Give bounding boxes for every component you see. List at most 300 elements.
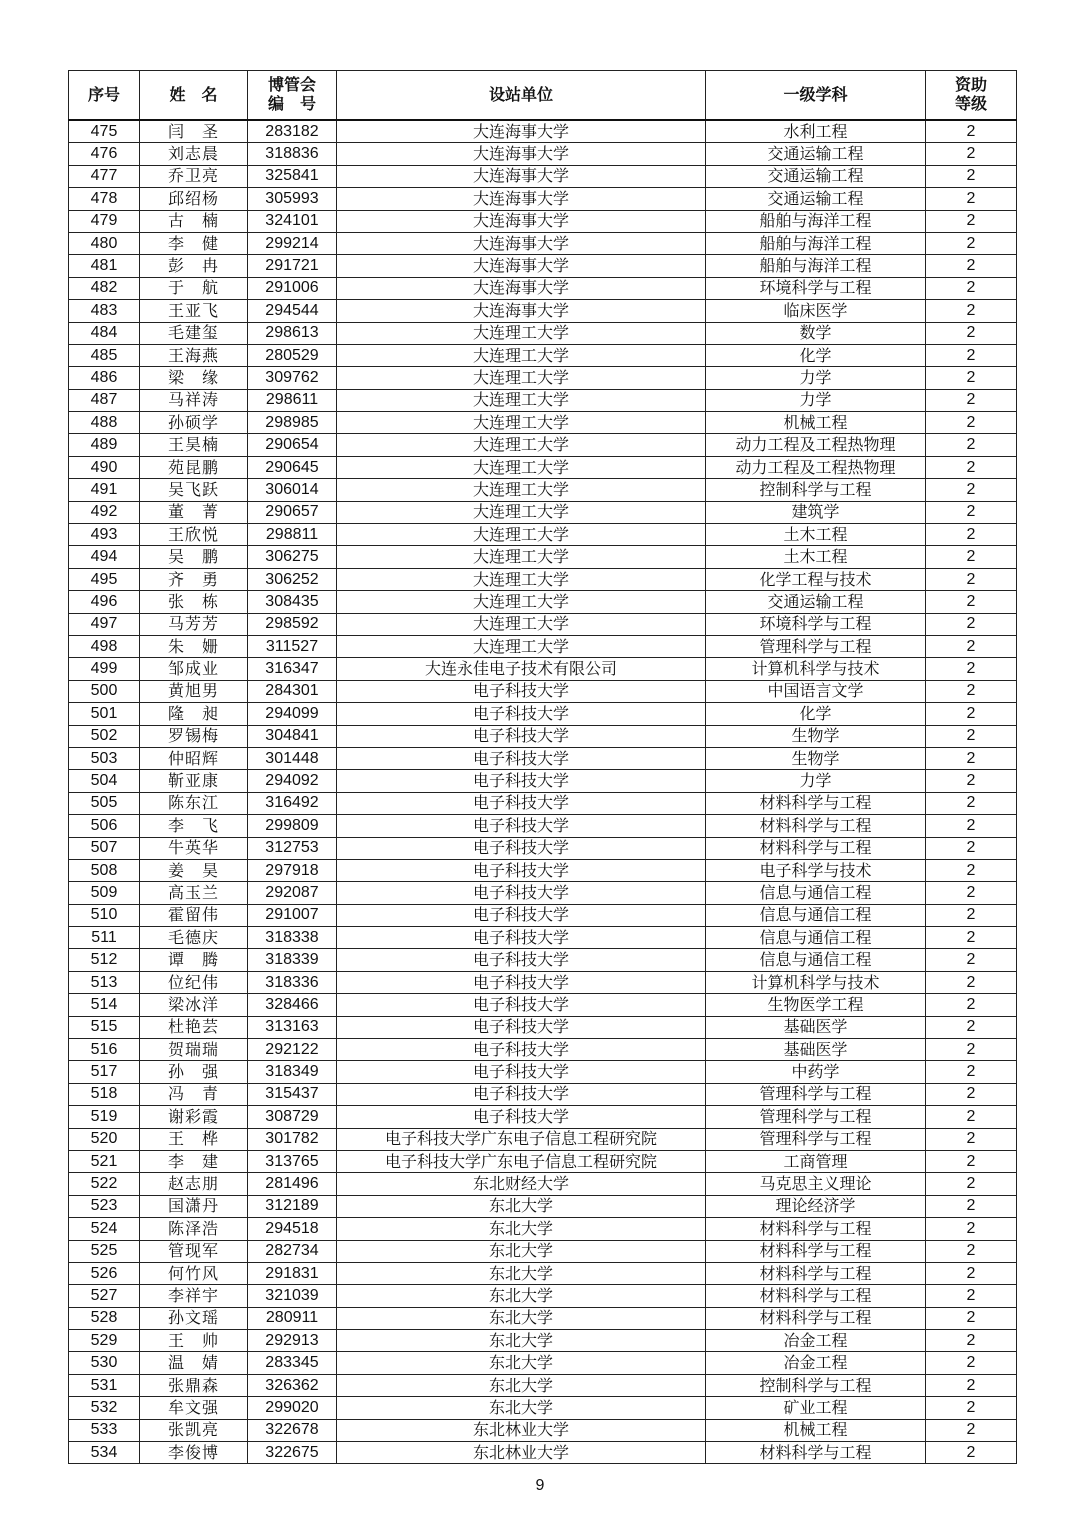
- table-row: [69, 1083, 1017, 1105]
- name-cell: 冯 青: [140, 1083, 248, 1105]
- id-cell: 280529: [248, 344, 337, 366]
- col-header-id-line2: 编 号: [267, 96, 316, 113]
- seq-cell: 507: [69, 837, 140, 859]
- name-cell: 乔卫亮: [140, 165, 248, 187]
- table-row: [69, 434, 1017, 456]
- grade-cell: 2: [926, 300, 1017, 322]
- name-cell: 贺瑞瑞: [140, 1039, 248, 1061]
- discipline-cell: 机械工程: [706, 1419, 926, 1441]
- table-row: [69, 613, 1017, 635]
- id-cell: 290657: [248, 501, 337, 523]
- discipline-cell: 生物医学工程: [706, 994, 926, 1016]
- table-row: [69, 412, 1017, 434]
- name-cell: 王 帅: [140, 1330, 248, 1352]
- grade-cell: 2: [926, 501, 1017, 523]
- table-row: [69, 703, 1017, 725]
- id-cell: 297918: [248, 859, 337, 881]
- table-row: [69, 591, 1017, 613]
- table-row: [69, 120, 1017, 143]
- id-cell: 299214: [248, 232, 337, 254]
- id-cell: 318349: [248, 1061, 337, 1083]
- table-row: [69, 1285, 1017, 1307]
- grade-cell: 2: [926, 1128, 1017, 1150]
- grade-cell: 2: [926, 1195, 1017, 1217]
- table-row: [69, 1330, 1017, 1352]
- name-cell: 李 健: [140, 232, 248, 254]
- unit-cell: 大连理工大学: [337, 568, 706, 590]
- unit-cell: 电子科技大学: [337, 1039, 706, 1061]
- table-row: [69, 949, 1017, 971]
- discipline-cell: 材料科学与工程: [706, 1262, 926, 1284]
- discipline-cell: 材料科学与工程: [706, 1442, 926, 1464]
- postdoc-funding-table: [68, 70, 1017, 1464]
- discipline-cell: 计算机科学与技术: [706, 658, 926, 680]
- name-cell: 位纪伟: [140, 971, 248, 993]
- table-row: [69, 859, 1017, 881]
- table-row: [69, 658, 1017, 680]
- table-row: [69, 501, 1017, 523]
- grade-cell: 2: [926, 232, 1017, 254]
- discipline-cell: 管理科学与工程: [706, 635, 926, 657]
- seq-cell: 475: [69, 120, 140, 143]
- grade-cell: 2: [926, 994, 1017, 1016]
- name-cell: 梁冰洋: [140, 994, 248, 1016]
- discipline-cell: 管理科学与工程: [706, 1083, 926, 1105]
- id-cell: 313765: [248, 1150, 337, 1172]
- unit-cell: 电子科技大学: [337, 994, 706, 1016]
- name-cell: 谢彩霞: [140, 1106, 248, 1128]
- name-cell: 于 航: [140, 277, 248, 299]
- seq-cell: 498: [69, 635, 140, 657]
- seq-cell: 508: [69, 859, 140, 881]
- seq-cell: 517: [69, 1061, 140, 1083]
- id-cell: 301448: [248, 747, 337, 769]
- grade-cell: 2: [926, 927, 1017, 949]
- id-cell: 290645: [248, 456, 337, 478]
- grade-cell: 2: [926, 1173, 1017, 1195]
- grade-cell: 2: [926, 1419, 1017, 1441]
- unit-cell: 电子科技大学: [337, 927, 706, 949]
- discipline-cell: 材料科学与工程: [706, 1218, 926, 1240]
- seq-cell: 489: [69, 434, 140, 456]
- col-header-seq: 序号: [69, 71, 140, 121]
- seq-cell: 514: [69, 994, 140, 1016]
- discipline-cell: 材料科学与工程: [706, 1285, 926, 1307]
- discipline-cell: 机械工程: [706, 412, 926, 434]
- name-cell: 邹成业: [140, 658, 248, 680]
- id-cell: 312189: [248, 1195, 337, 1217]
- discipline-cell: 力学: [706, 367, 926, 389]
- discipline-cell: 环境科学与工程: [706, 277, 926, 299]
- unit-cell: 大连理工大学: [337, 344, 706, 366]
- col-header-grade: [926, 71, 1017, 121]
- seq-cell: 532: [69, 1397, 140, 1419]
- grade-cell: 2: [926, 546, 1017, 568]
- seq-cell: 504: [69, 770, 140, 792]
- discipline-cell: 生物学: [706, 725, 926, 747]
- id-cell: 290654: [248, 434, 337, 456]
- id-cell: 316347: [248, 658, 337, 680]
- name-cell: 仲昭辉: [140, 747, 248, 769]
- discipline-cell: 中国语言文学: [706, 680, 926, 702]
- name-cell: 孙 强: [140, 1061, 248, 1083]
- seq-cell: 505: [69, 792, 140, 814]
- id-cell: 298811: [248, 524, 337, 546]
- name-cell: 陈东江: [140, 792, 248, 814]
- table-row: [69, 1218, 1017, 1240]
- name-cell: 朱 姗: [140, 635, 248, 657]
- seq-cell: 506: [69, 815, 140, 837]
- seq-cell: 477: [69, 165, 140, 187]
- seq-cell: 520: [69, 1128, 140, 1150]
- seq-cell: 516: [69, 1039, 140, 1061]
- table-row: [69, 1173, 1017, 1195]
- seq-cell: 478: [69, 188, 140, 210]
- seq-cell: 480: [69, 232, 140, 254]
- discipline-cell: 材料科学与工程: [706, 1240, 926, 1262]
- grade-cell: 2: [926, 747, 1017, 769]
- unit-cell: 东北大学: [337, 1195, 706, 1217]
- grade-cell: 2: [926, 792, 1017, 814]
- grade-cell: 2: [926, 367, 1017, 389]
- unit-cell: 大连理工大学: [337, 613, 706, 635]
- unit-cell: 大连海事大学: [337, 255, 706, 277]
- seq-cell: 526: [69, 1262, 140, 1284]
- col-header-grade-line2: 等级: [954, 96, 987, 113]
- grade-cell: 2: [926, 703, 1017, 725]
- unit-cell: 大连理工大学: [337, 479, 706, 501]
- table-row: [69, 1374, 1017, 1396]
- grade-cell: 2: [926, 837, 1017, 859]
- grade-cell: 2: [926, 1039, 1017, 1061]
- id-cell: 294518: [248, 1218, 337, 1240]
- unit-cell: 东北林业大学: [337, 1442, 706, 1464]
- id-cell: 291721: [248, 255, 337, 277]
- discipline-cell: 材料科学与工程: [706, 815, 926, 837]
- id-cell: 328466: [248, 994, 337, 1016]
- name-cell: 马祥涛: [140, 389, 248, 411]
- seq-cell: 510: [69, 904, 140, 926]
- unit-cell: 电子科技大学: [337, 859, 706, 881]
- unit-cell: 电子科技大学: [337, 747, 706, 769]
- id-cell: 318338: [248, 927, 337, 949]
- name-cell: 温 婧: [140, 1352, 248, 1374]
- col-header-id: [248, 71, 337, 121]
- seq-cell: 503: [69, 747, 140, 769]
- id-cell: 281496: [248, 1173, 337, 1195]
- id-cell: 308435: [248, 591, 337, 613]
- id-cell: 294099: [248, 703, 337, 725]
- table-row: [69, 277, 1017, 299]
- name-cell: 隆 昶: [140, 703, 248, 725]
- id-cell: 309762: [248, 367, 337, 389]
- discipline-cell: 信息与通信工程: [706, 904, 926, 926]
- table-row: [69, 837, 1017, 859]
- grade-cell: 2: [926, 1150, 1017, 1172]
- unit-cell: 东北大学: [337, 1352, 706, 1374]
- unit-cell: 电子科技大学: [337, 1106, 706, 1128]
- name-cell: 王海燕: [140, 344, 248, 366]
- seq-cell: 488: [69, 412, 140, 434]
- discipline-cell: 数学: [706, 322, 926, 344]
- seq-cell: 479: [69, 210, 140, 232]
- name-cell: 杜艳芸: [140, 1016, 248, 1038]
- table-row: [69, 994, 1017, 1016]
- id-cell: 294092: [248, 770, 337, 792]
- name-cell: 陈泽浩: [140, 1218, 248, 1240]
- seq-cell: 515: [69, 1016, 140, 1038]
- id-cell: 298613: [248, 322, 337, 344]
- table-row: [69, 232, 1017, 254]
- discipline-cell: 水利工程: [706, 120, 926, 143]
- id-cell: 311527: [248, 635, 337, 657]
- table-row: [69, 635, 1017, 657]
- grade-cell: 2: [926, 120, 1017, 143]
- discipline-cell: 中药学: [706, 1061, 926, 1083]
- grade-cell: 2: [926, 1285, 1017, 1307]
- id-cell: 301782: [248, 1128, 337, 1150]
- name-cell: 赵志朋: [140, 1173, 248, 1195]
- unit-cell: 电子科技大学广东电子信息工程研究院: [337, 1150, 706, 1172]
- grade-cell: 2: [926, 725, 1017, 747]
- name-cell: 马芳芳: [140, 613, 248, 635]
- grade-cell: 2: [926, 1016, 1017, 1038]
- table-row: [69, 725, 1017, 747]
- seq-cell: 492: [69, 501, 140, 523]
- discipline-cell: 材料科学与工程: [706, 837, 926, 859]
- seq-cell: 497: [69, 613, 140, 635]
- table-row: [69, 770, 1017, 792]
- id-cell: 294544: [248, 300, 337, 322]
- table-row: [69, 322, 1017, 344]
- table-row: [69, 882, 1017, 904]
- id-cell: 291007: [248, 904, 337, 926]
- discipline-cell: 化学工程与技术: [706, 568, 926, 590]
- unit-cell: 东北大学: [337, 1397, 706, 1419]
- unit-cell: 大连海事大学: [337, 300, 706, 322]
- name-cell: 靳亚康: [140, 770, 248, 792]
- discipline-cell: 交通运输工程: [706, 143, 926, 165]
- id-cell: 292122: [248, 1039, 337, 1061]
- discipline-cell: 力学: [706, 389, 926, 411]
- name-cell: 牟文强: [140, 1397, 248, 1419]
- id-cell: 280911: [248, 1307, 337, 1329]
- discipline-cell: 工商管理: [706, 1150, 926, 1172]
- id-cell: 305993: [248, 188, 337, 210]
- name-cell: 苑昆鹏: [140, 456, 248, 478]
- table-row: [69, 1106, 1017, 1128]
- unit-cell: 电子科技大学: [337, 949, 706, 971]
- unit-cell: 东北大学: [337, 1218, 706, 1240]
- discipline-cell: 管理科学与工程: [706, 1128, 926, 1150]
- grade-cell: 2: [926, 1240, 1017, 1262]
- discipline-cell: 控制科学与工程: [706, 479, 926, 501]
- grade-cell: 2: [926, 1442, 1017, 1464]
- discipline-cell: 化学: [706, 703, 926, 725]
- name-cell: 王昊楠: [140, 434, 248, 456]
- name-cell: 谭 腾: [140, 949, 248, 971]
- unit-cell: 电子科技大学: [337, 815, 706, 837]
- seq-cell: 487: [69, 389, 140, 411]
- unit-cell: 东北大学: [337, 1374, 706, 1396]
- col-header-discipline: 一级学科: [706, 71, 926, 121]
- seq-cell: 511: [69, 927, 140, 949]
- name-cell: 李 建: [140, 1150, 248, 1172]
- id-cell: 292913: [248, 1330, 337, 1352]
- grade-cell: 2: [926, 1083, 1017, 1105]
- seq-cell: 491: [69, 479, 140, 501]
- grade-cell: 2: [926, 143, 1017, 165]
- id-cell: 326362: [248, 1374, 337, 1396]
- id-cell: 298985: [248, 412, 337, 434]
- seq-cell: 483: [69, 300, 140, 322]
- grade-cell: 2: [926, 322, 1017, 344]
- seq-cell: 500: [69, 680, 140, 702]
- table-row: [69, 479, 1017, 501]
- grade-cell: 2: [926, 568, 1017, 590]
- unit-cell: 大连理工大学: [337, 456, 706, 478]
- table-row: [69, 389, 1017, 411]
- name-cell: 刘志晨: [140, 143, 248, 165]
- id-cell: 312753: [248, 837, 337, 859]
- table-row: [69, 367, 1017, 389]
- grade-cell: 2: [926, 412, 1017, 434]
- discipline-cell: 船舶与海洋工程: [706, 210, 926, 232]
- id-cell: 322675: [248, 1442, 337, 1464]
- seq-cell: 527: [69, 1285, 140, 1307]
- unit-cell: 大连海事大学: [337, 120, 706, 143]
- unit-cell: 大连理工大学: [337, 501, 706, 523]
- seq-cell: 521: [69, 1150, 140, 1172]
- grade-cell: 2: [926, 277, 1017, 299]
- name-cell: 王欣悦: [140, 524, 248, 546]
- id-cell: 298592: [248, 613, 337, 635]
- name-cell: 牛英华: [140, 837, 248, 859]
- table-row: [69, 344, 1017, 366]
- col-header-name: 姓 名: [140, 71, 248, 121]
- table-row: [69, 680, 1017, 702]
- name-cell: 孙文瑶: [140, 1307, 248, 1329]
- grade-cell: 2: [926, 1061, 1017, 1083]
- unit-cell: 大连海事大学: [337, 232, 706, 254]
- table-row: [69, 1150, 1017, 1172]
- table-body: [69, 120, 1017, 1464]
- unit-cell: 电子科技大学: [337, 1061, 706, 1083]
- discipline-cell: 控制科学与工程: [706, 1374, 926, 1396]
- table-row: [69, 1016, 1017, 1038]
- unit-cell: 电子科技大学广东电子信息工程研究院: [337, 1128, 706, 1150]
- discipline-cell: 交通运输工程: [706, 591, 926, 613]
- grade-cell: 2: [926, 210, 1017, 232]
- id-cell: 318836: [248, 143, 337, 165]
- grade-cell: 2: [926, 680, 1017, 702]
- unit-cell: 大连理工大学: [337, 322, 706, 344]
- unit-cell: 东北大学: [337, 1330, 706, 1352]
- seq-cell: 486: [69, 367, 140, 389]
- seq-cell: 502: [69, 725, 140, 747]
- table-row: [69, 143, 1017, 165]
- header-row: [69, 71, 1017, 121]
- col-header-unit: 设站单位: [337, 71, 706, 121]
- table-row: [69, 255, 1017, 277]
- unit-cell: 大连理工大学: [337, 546, 706, 568]
- unit-cell: 大连永佳电子技术有限公司: [337, 658, 706, 680]
- unit-cell: 电子科技大学: [337, 1016, 706, 1038]
- table-row: [69, 1352, 1017, 1374]
- grade-cell: 2: [926, 971, 1017, 993]
- grade-cell: 2: [926, 815, 1017, 837]
- id-cell: 299809: [248, 815, 337, 837]
- id-cell: 283345: [248, 1352, 337, 1374]
- grade-cell: 2: [926, 1218, 1017, 1240]
- unit-cell: 电子科技大学: [337, 1083, 706, 1105]
- discipline-cell: 信息与通信工程: [706, 882, 926, 904]
- discipline-cell: 环境科学与工程: [706, 613, 926, 635]
- unit-cell: 大连理工大学: [337, 635, 706, 657]
- seq-cell: 523: [69, 1195, 140, 1217]
- id-cell: 325841: [248, 165, 337, 187]
- unit-cell: 东北大学: [337, 1240, 706, 1262]
- table-row: [69, 1039, 1017, 1061]
- grade-cell: 2: [926, 1397, 1017, 1419]
- discipline-cell: 动力工程及工程热物理: [706, 434, 926, 456]
- unit-cell: 电子科技大学: [337, 904, 706, 926]
- id-cell: 306275: [248, 546, 337, 568]
- seq-cell: 481: [69, 255, 140, 277]
- grade-cell: 2: [926, 635, 1017, 657]
- name-cell: 姜 昊: [140, 859, 248, 881]
- grade-cell: 2: [926, 255, 1017, 277]
- table-row: [69, 1307, 1017, 1329]
- grade-cell: 2: [926, 1374, 1017, 1396]
- seq-cell: 482: [69, 277, 140, 299]
- unit-cell: 东北林业大学: [337, 1419, 706, 1441]
- table-row: [69, 210, 1017, 232]
- id-cell: 324101: [248, 210, 337, 232]
- grade-cell: 2: [926, 434, 1017, 456]
- id-cell: 284301: [248, 680, 337, 702]
- discipline-cell: 生物学: [706, 747, 926, 769]
- name-cell: 王亚飞: [140, 300, 248, 322]
- col-header-grade-line1: 资助: [954, 77, 987, 94]
- name-cell: 孙硕学: [140, 412, 248, 434]
- seq-cell: 518: [69, 1083, 140, 1105]
- unit-cell: 东北大学: [337, 1285, 706, 1307]
- id-cell: 283182: [248, 120, 337, 143]
- table-row: [69, 1262, 1017, 1284]
- name-cell: 王 桦: [140, 1128, 248, 1150]
- discipline-cell: 电子科学与技术: [706, 859, 926, 881]
- id-cell: 291006: [248, 277, 337, 299]
- table-row: [69, 1061, 1017, 1083]
- discipline-cell: 力学: [706, 770, 926, 792]
- discipline-cell: 动力工程及工程热物理: [706, 456, 926, 478]
- name-cell: 国潇丹: [140, 1195, 248, 1217]
- page-number: 9: [535, 1477, 545, 1494]
- id-cell: 306252: [248, 568, 337, 590]
- name-cell: 霍留伟: [140, 904, 248, 926]
- name-cell: 黄旭男: [140, 680, 248, 702]
- discipline-cell: 临床医学: [706, 300, 926, 322]
- name-cell: 闫 圣: [140, 120, 248, 143]
- grade-cell: 2: [926, 1307, 1017, 1329]
- table-row: [69, 1442, 1017, 1464]
- seq-cell: 484: [69, 322, 140, 344]
- seq-cell: 495: [69, 568, 140, 590]
- name-cell: 张鼎森: [140, 1374, 248, 1396]
- seq-cell: 529: [69, 1330, 140, 1352]
- discipline-cell: 土木工程: [706, 524, 926, 546]
